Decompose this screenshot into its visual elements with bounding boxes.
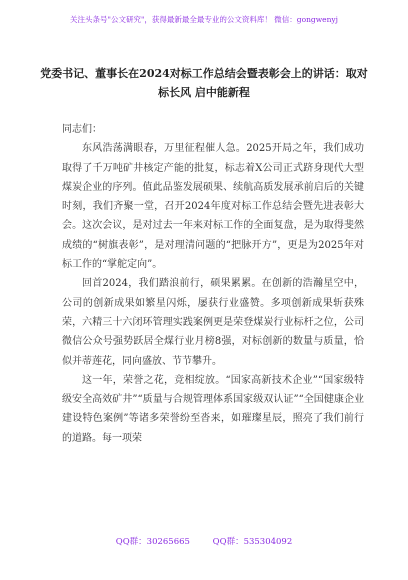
footer-qq-group-2: QQ群：535304092 bbox=[212, 537, 293, 547]
paragraph: 这一年，荣誉之花，竞相绽放。“国家高新技术企业”“国家级特级安全高效矿井”“质量与合规管理体系国家级双认证”“全国健康企业建设特色案例”等诸多荣誉纷至沓来，如璀璨星辰，照亮了我们前行的道路。每一项荣 bbox=[62, 374, 364, 444]
document-title: 党委书记、董事长在2024对标工作总结会暨表彰会上的讲话：取对标长风 启中能新程 bbox=[40, 67, 368, 99]
footer bbox=[0, 535, 408, 547]
header-banner: 关注头条号"公文研究"，获得最新最全最专业的公文资料库！ 微信：gongwenyj bbox=[70, 15, 338, 24]
paragraph: 东风浩荡满眼春，万里征程催人急。2025开局之年，我们成功取得了千万吨矿井核定产能的批复，标志着X公司正式跻身现代大型煤炭企业的序列。值此品鉴发展硕果、续航高质发展承前启后的关键时刻，我们齐聚一堂，召开2024年度对标工作总结会暨先进表彰大会。这次会议，是对过去一年来对标工作的全面复盘，是为取得斐然成绩的“树旗表彰”，是对理清问题的“把脉开方”，更是为2025年对标工作的“掌舵定向”。 bbox=[62, 143, 364, 271]
salutation: 同志们： bbox=[62, 124, 102, 135]
document-body bbox=[62, 120, 364, 448]
paragraph: 回首2024，我们踏浪前行，硕果累累。在创新的浩瀚星空中，公司的创新成果如繁星闪烁，屡获行业盛赞。多项创新成果斩获殊荣，六精三十六闭环管理实践案例更是荣登煤炭行业标杆之位，公司微信公众号强势跃居全煤行业月榜8强，对标创新的数量与质量，恰似并蒂莲花，同向盛放、节节攀升。 bbox=[62, 278, 364, 367]
footer-qq-group-1: QQ群：30265665 bbox=[115, 537, 190, 547]
